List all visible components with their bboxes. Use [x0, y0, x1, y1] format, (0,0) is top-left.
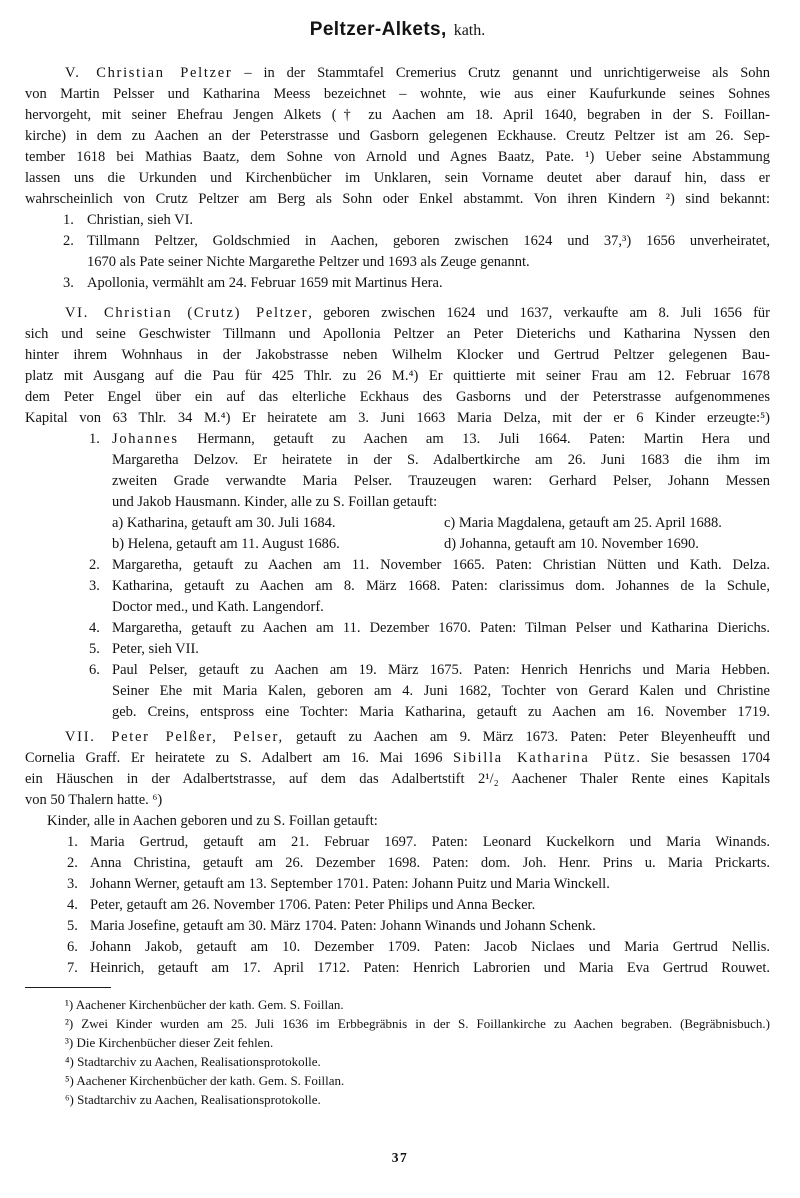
footnote-text: Stadtarchiv zu Aachen, Realisationsprotokolle.	[77, 1092, 321, 1107]
child-entry: b) Helena, getauft am 11. August 1686.	[112, 536, 340, 552]
footnotes-section	[25, 987, 770, 1109]
text-line	[90, 832, 770, 853]
text-run: hinter ihrem Wohnhaus in der Jakobstrasse neben Wilhelm Klocker und Gertrud Peltzer gelegenen Bau-	[25, 347, 770, 363]
text-line	[25, 387, 770, 408]
text-line	[90, 895, 770, 916]
footnote-marker: ³)	[65, 1035, 77, 1050]
list-item	[25, 937, 770, 958]
text-line	[87, 252, 770, 273]
text-line	[25, 769, 770, 790]
list-item-number: 3.	[89, 578, 100, 594]
text-line	[25, 748, 770, 769]
text-line	[25, 366, 770, 387]
text-run: Heinrich, getauft am 17. April 1712. Paten: Henrich Labrorien und Maria Eva Gertrud Rouwet.	[90, 960, 770, 976]
text-run: Maria Josefine, getauft am 30. März 1704. Paten: Johann Winands und Johann Schenk.	[90, 918, 596, 934]
list-item	[25, 555, 770, 576]
list-item-number: 3.	[63, 275, 74, 291]
column-row	[112, 534, 770, 555]
text-run: getauft zu Aachen am 9. März 1673. Paten: Peter Bleyenheufft und	[283, 729, 770, 745]
text-line	[112, 555, 770, 576]
list-item-number: 2.	[63, 233, 74, 249]
numbered-list	[25, 429, 770, 723]
text-line	[90, 937, 770, 958]
list-item	[25, 895, 770, 916]
text-run: dem Peter Engel über ein auf das elterliche Eckhaus des Gasborns und der Peterstrasse aufgenommenes	[25, 389, 770, 405]
list-item-number: 6.	[67, 939, 78, 955]
text-run: hervorgeht, mit seiner Ehefrau Jengen Alkets († zu Aachen am 18. April 1640, begraben in der S. Foillan-	[25, 107, 770, 123]
list-item	[25, 639, 770, 660]
text-run: Johann Jakob, getauft am 10. Dezember 1709. Paten: Jacob Niclaes und Maria Gertrud Nellis.	[90, 939, 770, 955]
list-item-number: 3.	[67, 876, 78, 892]
footnote	[25, 1014, 770, 1033]
footnote-text: Zwei Kinder wurden am 25. Juli 1636 im Erbbegräbnis in der S. Foillankirche zu Aachen begraben. (Begräbnisbuch.)	[81, 1016, 770, 1031]
text-run: platz mit Ausgang auf die Pau für 425 Thlr. zu 26 M.⁴) Er quittierte mit seiner Frau am 12. Februar 1678	[25, 368, 770, 384]
footnote-text: Stadtarchiv zu Aachen, Realisationsprotokolle.	[77, 1054, 321, 1069]
list-item-number: 5.	[89, 641, 100, 657]
text-line	[112, 471, 770, 492]
footnote	[25, 1090, 770, 1109]
text-run: Peter, getauft am 26. November 1706. Paten: Peter Philips und Anna Becker.	[90, 897, 536, 913]
baptism-columns	[112, 513, 770, 555]
text-run: Paul Pelser, getauft zu Aachen am 19. März 1675. Paten: Henrich Henrichs und Maria Hebben.	[112, 662, 770, 678]
paragraph	[25, 63, 770, 210]
text-line	[25, 303, 770, 324]
text-line	[112, 618, 770, 639]
list-item	[25, 853, 770, 874]
child-entry: a) Katharina, getauft am 30. Juli 1684.	[112, 515, 336, 531]
text-run: von Martin Pelsser und Katharina Meess bezeichnet – wohnte, wie aus einer Kaufurkunde seines Sohnes	[25, 86, 770, 102]
footnote-text: Aachener Kirchenbücher der kath. Gem. S. Foillan.	[75, 997, 344, 1012]
list-item	[25, 660, 770, 723]
list-item	[25, 273, 770, 294]
text-run: zweiten Grade verwandte Maria Pelser. Trauzeugen waren: Gerhard Pelser, Johann Messen	[112, 473, 770, 489]
text-run: Katharina, getauft zu Aachen am 8. März 1668. Paten: clarissimus dom. Johannes de la Schule,	[112, 578, 770, 594]
text-line	[25, 790, 770, 811]
list-item-number: 4.	[89, 620, 100, 636]
text-line	[25, 84, 770, 105]
footnote-marker: ⁵)	[65, 1073, 77, 1088]
footnote	[25, 1052, 770, 1071]
text-run: ein Häuschen in der Adalbertstrasse, auf dem das Adalbertstift 2¹/₂ Aachener Thaler Rente eines Kapitals	[25, 771, 770, 787]
paragraph	[25, 727, 770, 811]
text-line	[25, 345, 770, 366]
text-line	[112, 702, 770, 723]
footnote-text: Die Kirchenbücher dieser Zeit fehlen.	[76, 1035, 274, 1050]
list-item-number: 4.	[67, 897, 78, 913]
document-body	[25, 63, 770, 1109]
text-run: Margaretha Delzov. Er heiratete in der S. Adalbertkirche am 26. Juni 1683 die ihm im	[112, 452, 770, 468]
text-line	[90, 853, 770, 874]
list-item-number: 1.	[89, 431, 100, 447]
text-run: Margaretha, getauft zu Aachen am 11. November 1665. Paten: Christian Nütten und Kath. Delza.	[112, 557, 770, 573]
list-item-number: 1.	[63, 212, 74, 228]
letterspaced-name: Sibilla Katharina Pütz	[453, 750, 637, 766]
text-run: Peter, sieh VII.	[112, 641, 199, 657]
text-line	[25, 147, 770, 168]
text-run: Christian, sieh VI.	[87, 212, 194, 228]
text-line	[25, 727, 770, 748]
text-run: – in der Stammtafel Cremerius Crutz genannt und unrichtigerweise als Sohn	[232, 65, 771, 81]
text-run: wahrscheinlich von Crutz Peltzer am Berg als Sohn oder Enkel abstammt. Von ihren Kindern ²) sind bekannt:	[25, 191, 770, 207]
footnote-marker: ²)	[65, 1016, 82, 1031]
text-line	[112, 576, 770, 597]
text-run: sich und seine Geschwister Tillmann und Apollonia Peltzer an Peter Dieterichs und Katharina Nyssen den	[25, 326, 770, 342]
text-line	[87, 210, 770, 231]
footnote-text: Aachener Kirchenbücher der kath. Gem. S. Foillan.	[76, 1073, 345, 1088]
text-run: Maria Gertrud, getauft am 21. Februar 1697. Paten: Leonard Kuckelkorn und Maria Winands.	[90, 834, 770, 850]
text-line	[87, 273, 770, 294]
text-line	[25, 105, 770, 126]
text-line	[25, 168, 770, 189]
text-run: kirche) in dem zu Aachen an der Peterstrasse und Gasborn gelegenen Eckhause. Creutz Peltzer ist am 26. Sep-	[25, 128, 770, 144]
list-item-number: 2.	[89, 557, 100, 573]
footnote	[25, 1033, 770, 1052]
list-item	[25, 958, 770, 979]
list-item-number: 5.	[67, 918, 78, 934]
list-item-number: 7.	[67, 960, 78, 976]
text-line	[112, 597, 770, 618]
letterspaced-name: VI. Christian (Crutz) Peltzer	[65, 305, 309, 321]
list-item	[25, 429, 770, 555]
text-run: 1670 als Pate seiner Nichte Margarethe Peltzer und 1693 als Zeuge genannt.	[87, 254, 530, 270]
text-line	[25, 63, 770, 84]
list-item	[25, 210, 770, 231]
text-line	[90, 916, 770, 937]
text-line	[112, 492, 770, 513]
text-run: Apollonia, vermählt am 24. Februar 1659 mit Martinus Hera.	[87, 275, 443, 291]
footnote-rule	[25, 987, 111, 988]
children-intro-line: Kinder, alle in Aachen geboren und zu S. Foillan getauft:	[47, 813, 378, 829]
text-run: Seiner Ehe mit Maria Kalen, geboren am 4. Juni 1682, Tochter von Gerard Kalen und Christine	[112, 683, 770, 699]
text-run: . Sie besassen 1704	[636, 750, 771, 766]
list-item	[25, 874, 770, 895]
list-item	[25, 576, 770, 618]
text-run: geb. Creins, entspross eine Tochter: Maria Katharina, getauft zu Aachen am 16. November 1719.	[112, 704, 770, 720]
text-line	[112, 450, 770, 471]
list-item-number: 6.	[89, 662, 100, 678]
list-item-number: 1.	[67, 834, 78, 850]
text-run: Doctor med., und Kath. Langendorf.	[112, 599, 324, 615]
text-column	[25, 18, 770, 1109]
footnote	[25, 995, 770, 1014]
text-run: Cornelia Graff. Er heiratete zu S. Adalbert am 16. Mai 1696	[25, 750, 454, 766]
text-line	[87, 231, 770, 252]
list-item	[25, 832, 770, 853]
family-name-title: Peltzer-Alkets,	[309, 19, 447, 40]
text-run: tember 1618 bei Mathias Baatz, dem Sohne von Arnold und Agnes Baatz, Pate. ¹) Ueber seine Abstammung	[25, 149, 770, 165]
text-line	[112, 639, 770, 660]
text-run: Hermann, getauft zu Aachen am 13. Juli 1664. Paten: Martin Hera und	[178, 431, 770, 447]
text-line	[112, 429, 770, 450]
text-run: , geboren zwischen 1624 und 1637, verkaufte am 8. Juli 1656 für	[308, 305, 770, 321]
text-line	[90, 958, 770, 979]
numbered-list	[25, 832, 770, 979]
letterspaced-name: Johannes	[112, 431, 179, 447]
footnote-marker: ⁶)	[65, 1092, 78, 1107]
text-run: Johann Werner, getauft am 13. September 1701. Paten: Johann Puitz und Maria Winckell.	[90, 876, 610, 892]
footnote-marker: ¹)	[65, 997, 76, 1012]
text-run: Margaretha, getauft zu Aachen am 11. Dezember 1670. Paten: Tilman Pelser und Katharina Dierichs.	[112, 620, 770, 636]
list-item-number: 2.	[67, 855, 78, 871]
confession-label: kath.	[453, 22, 486, 39]
text-line	[25, 408, 770, 429]
page-number: 37	[391, 1150, 409, 1165]
letterspaced-name: V. Christian Peltzer	[65, 65, 233, 81]
child-entry: c) Maria Magdalena, getauft am 25. April 1688.	[444, 515, 722, 531]
paragraph	[25, 303, 770, 429]
column-row	[112, 513, 770, 534]
text-run: und Jakob Hausmann. Kinder, alle zu S. Foillan getauft:	[112, 494, 438, 510]
text-line	[25, 324, 770, 345]
list-item	[25, 231, 770, 273]
text-line	[25, 126, 770, 147]
text-line	[112, 681, 770, 702]
text-run: Anna Christina, getauft am 26. Dezember 1698. Paten: dom. Joh. Henr. Prins u. Maria Prickarts.	[90, 855, 770, 871]
footnote	[25, 1071, 770, 1090]
text-run: lassen uns die Urkunden und Kirchenbücher im Unklaren, sein Vorname deutet aber darauf hin, dass er	[25, 170, 770, 186]
footnote-marker: ⁴)	[65, 1054, 78, 1069]
child-entry: d) Johanna, getauft am 10. November 1690.	[444, 536, 699, 552]
text-run: Kapital von 63 Thlr. 34 M.⁴) Er heiratete am 3. Juni 1663 Maria Delza, mit der er 6 Kinder erzeugte:⁵)	[25, 410, 770, 426]
list-item	[25, 618, 770, 639]
text-line	[90, 874, 770, 895]
numbered-list	[25, 210, 770, 294]
text-run: Tillmann Peltzer, Goldschmied in Aachen, geboren zwischen 1624 und 37,³) 1656 unverheiratet,	[87, 233, 770, 249]
text-line	[25, 189, 770, 210]
list-item	[25, 916, 770, 937]
text-run: von 50 Thalern hatte. ⁶)	[25, 792, 163, 808]
text-line	[112, 660, 770, 681]
letterspaced-name: VII. Peter Pelßer, Pelser,	[65, 729, 284, 745]
page-heading	[25, 18, 770, 43]
